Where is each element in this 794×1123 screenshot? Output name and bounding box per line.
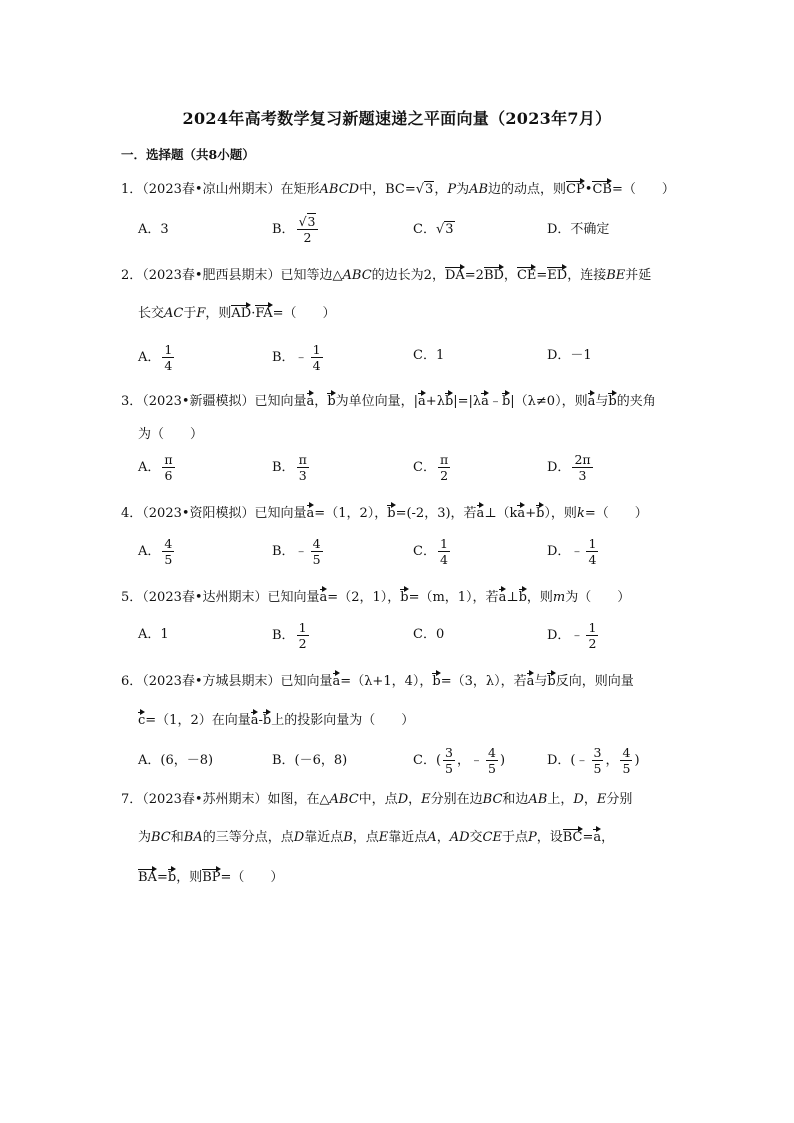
vector-a: a bbox=[307, 502, 315, 521]
vector-fa: FA bbox=[255, 302, 272, 321]
page-title: 2024年高考数学复习新题速递之平面向量（2023年7月） bbox=[182, 109, 612, 128]
vector-a: a bbox=[307, 390, 315, 409]
fraction: $\frac{1}{4}$ bbox=[312, 342, 321, 373]
q1-option-d: D．不确定 bbox=[547, 222, 610, 237]
vector-cp: CP bbox=[566, 178, 585, 197]
fraction: $\frac{4}{5}$ bbox=[622, 745, 631, 776]
q1-option-c: C．√3 bbox=[413, 220, 455, 240]
fraction: $\frac{4}{5}$ bbox=[312, 536, 321, 567]
question-5-stem: 5．（2023春•达州期末）已知向量a=（2，1），b=（m，1），若a⊥b，则m为（ ） bbox=[121, 586, 630, 608]
fraction: $\frac{4}{5}$ bbox=[488, 745, 496, 776]
fraction: $\frac{1}{4}$ bbox=[588, 536, 597, 567]
vector-b: b bbox=[400, 586, 408, 605]
vector-b: b bbox=[387, 502, 395, 521]
vector-ad: AD bbox=[231, 302, 251, 321]
question-2-stem: 2．（2023春•肥西县期末）已知等边△ABC的边长为2，DA=2BD，CE=ED，连接BE并延 bbox=[121, 264, 651, 286]
question-2-stem-cont: 长交AC于F，则AD·FA=（ ） bbox=[138, 302, 336, 324]
vector-b: b bbox=[327, 390, 335, 409]
question-3-stem: 3．（2023•新疆模拟）已知向量a，b为单位向量，|a+λb|=|λa﹣b|（λ≠0），则a与b的夹角 bbox=[121, 390, 656, 412]
vector-ce: CE bbox=[517, 264, 536, 283]
question-6-stem-cont: c=（1，2）在向量a-b上的投影向量为（ ） bbox=[138, 709, 414, 731]
q4-option-a: A． $\frac{4}{5}$ bbox=[138, 536, 173, 567]
fraction: $\frac{2\pi}{3}$ bbox=[574, 452, 591, 483]
fraction: $\frac{√3}{2}$ bbox=[297, 214, 319, 245]
q2-option-a: A． $\frac{1}{4}$ bbox=[138, 342, 173, 373]
q1-option-a: A．3 bbox=[138, 222, 169, 237]
vector-b: b bbox=[432, 670, 440, 689]
fraction: $\frac{3}{5}$ bbox=[445, 745, 453, 776]
q1-option-b: B． $\frac{√3}{2}$ bbox=[272, 214, 320, 245]
fraction: $\frac{1}{2}$ bbox=[298, 620, 307, 651]
fraction: $\frac{\pi}{2}$ bbox=[439, 452, 449, 483]
fraction: $\frac{3}{5}$ bbox=[593, 745, 602, 776]
vector-da: DA bbox=[445, 264, 465, 283]
q6-option-d: D．(﹣ $\frac{3}{5}$ ， $\frac{4}{5}$ ) bbox=[547, 745, 640, 776]
q3-option-c: C． $\frac{\pi}{2}$ bbox=[413, 452, 449, 483]
fraction: $\frac{1}{4}$ bbox=[439, 536, 448, 567]
question-6-stem: 6．（2023春•方城县期末）已知向量a=（λ+1，4），b=（3，λ），若a与b反向，则向量 bbox=[121, 670, 634, 692]
q3-option-b: B． $\frac{\pi}{3}$ bbox=[272, 452, 307, 483]
vector-c: c bbox=[138, 709, 145, 728]
vector-cb: CB bbox=[592, 178, 612, 197]
vector-bp: BP bbox=[202, 866, 220, 885]
vector-a: a bbox=[333, 670, 341, 689]
fraction: $\frac{\pi}{6}$ bbox=[164, 452, 173, 483]
question-3-stem-cont: 为（ ） bbox=[138, 427, 204, 442]
vector-b: b bbox=[168, 866, 176, 885]
fraction: $\frac{1}{4}$ bbox=[164, 342, 173, 373]
sqrt-symbol: √3 bbox=[435, 222, 454, 237]
q6-option-b: B．(－6，8) bbox=[272, 753, 348, 768]
vector-bc: BC bbox=[563, 826, 583, 845]
q5-option-a: A．1 bbox=[138, 627, 169, 642]
q5-option-b: B． $\frac{1}{2}$ bbox=[272, 620, 307, 651]
q2-option-c: C．1 bbox=[413, 348, 445, 363]
question-7-stem-cont: 为BC和BA的三等分点，点D靠近点B，点E靠近点A，AD交CE于点P，设BC=a， bbox=[138, 826, 614, 848]
q6-option-a: A．(6，－8) bbox=[138, 753, 214, 768]
vector-a: a bbox=[320, 586, 328, 605]
question-7-stem: 7．（2023春•苏州期末）如图，在△ABC中，点D，E分别在边BC和边AB上，D，E分别 bbox=[121, 792, 633, 807]
fraction: $\frac{4}{5}$ bbox=[164, 536, 173, 567]
q3-option-a: A． $\frac{\pi}{6}$ bbox=[138, 452, 173, 483]
section-heading: 一．选择题（共8小题） bbox=[121, 147, 255, 162]
vector-bd: BD bbox=[484, 264, 504, 283]
q3-option-d: D． $\frac{2\pi}{3}$ bbox=[547, 452, 591, 483]
q4-option-b: B．﹣ $\frac{4}{5}$ bbox=[272, 536, 321, 567]
q4-option-d: D．﹣ $\frac{1}{4}$ bbox=[547, 536, 597, 567]
fraction: $\frac{1}{2}$ bbox=[588, 620, 597, 651]
vector-a: a bbox=[593, 826, 601, 845]
q6-option-c: C．( $\frac{3}{5}$ ，﹣ $\frac{4}{5}$ ) bbox=[413, 745, 506, 776]
q5-option-d: D．﹣ $\frac{1}{2}$ bbox=[547, 620, 597, 651]
vector-ed: ED bbox=[547, 264, 567, 283]
question-4-stem: 4．（2023•资阳模拟）已知向量a=（1，2），b=(-2，3)，若a⊥（ka+b），则k=（ ） bbox=[121, 502, 648, 524]
q5-option-c: C．0 bbox=[413, 627, 445, 642]
vector-ba: BA bbox=[138, 866, 157, 885]
q2-option-b: B．﹣ $\frac{1}{4}$ bbox=[272, 342, 321, 373]
q4-option-c: C． $\frac{1}{4}$ bbox=[413, 536, 448, 567]
question-7-stem-cont2: BA=b，则BP=（ ） bbox=[138, 866, 283, 888]
q2-option-d: D．－1 bbox=[547, 348, 592, 363]
fraction: $\frac{\pi}{3}$ bbox=[298, 452, 307, 483]
question-1-stem: 1．（2023春•凉山州期末）在矩形ABCD中，BC=√3，P为AB边的动点，则CP•CB=（ ） bbox=[121, 178, 675, 200]
sqrt-symbol: √3 bbox=[415, 182, 434, 197]
